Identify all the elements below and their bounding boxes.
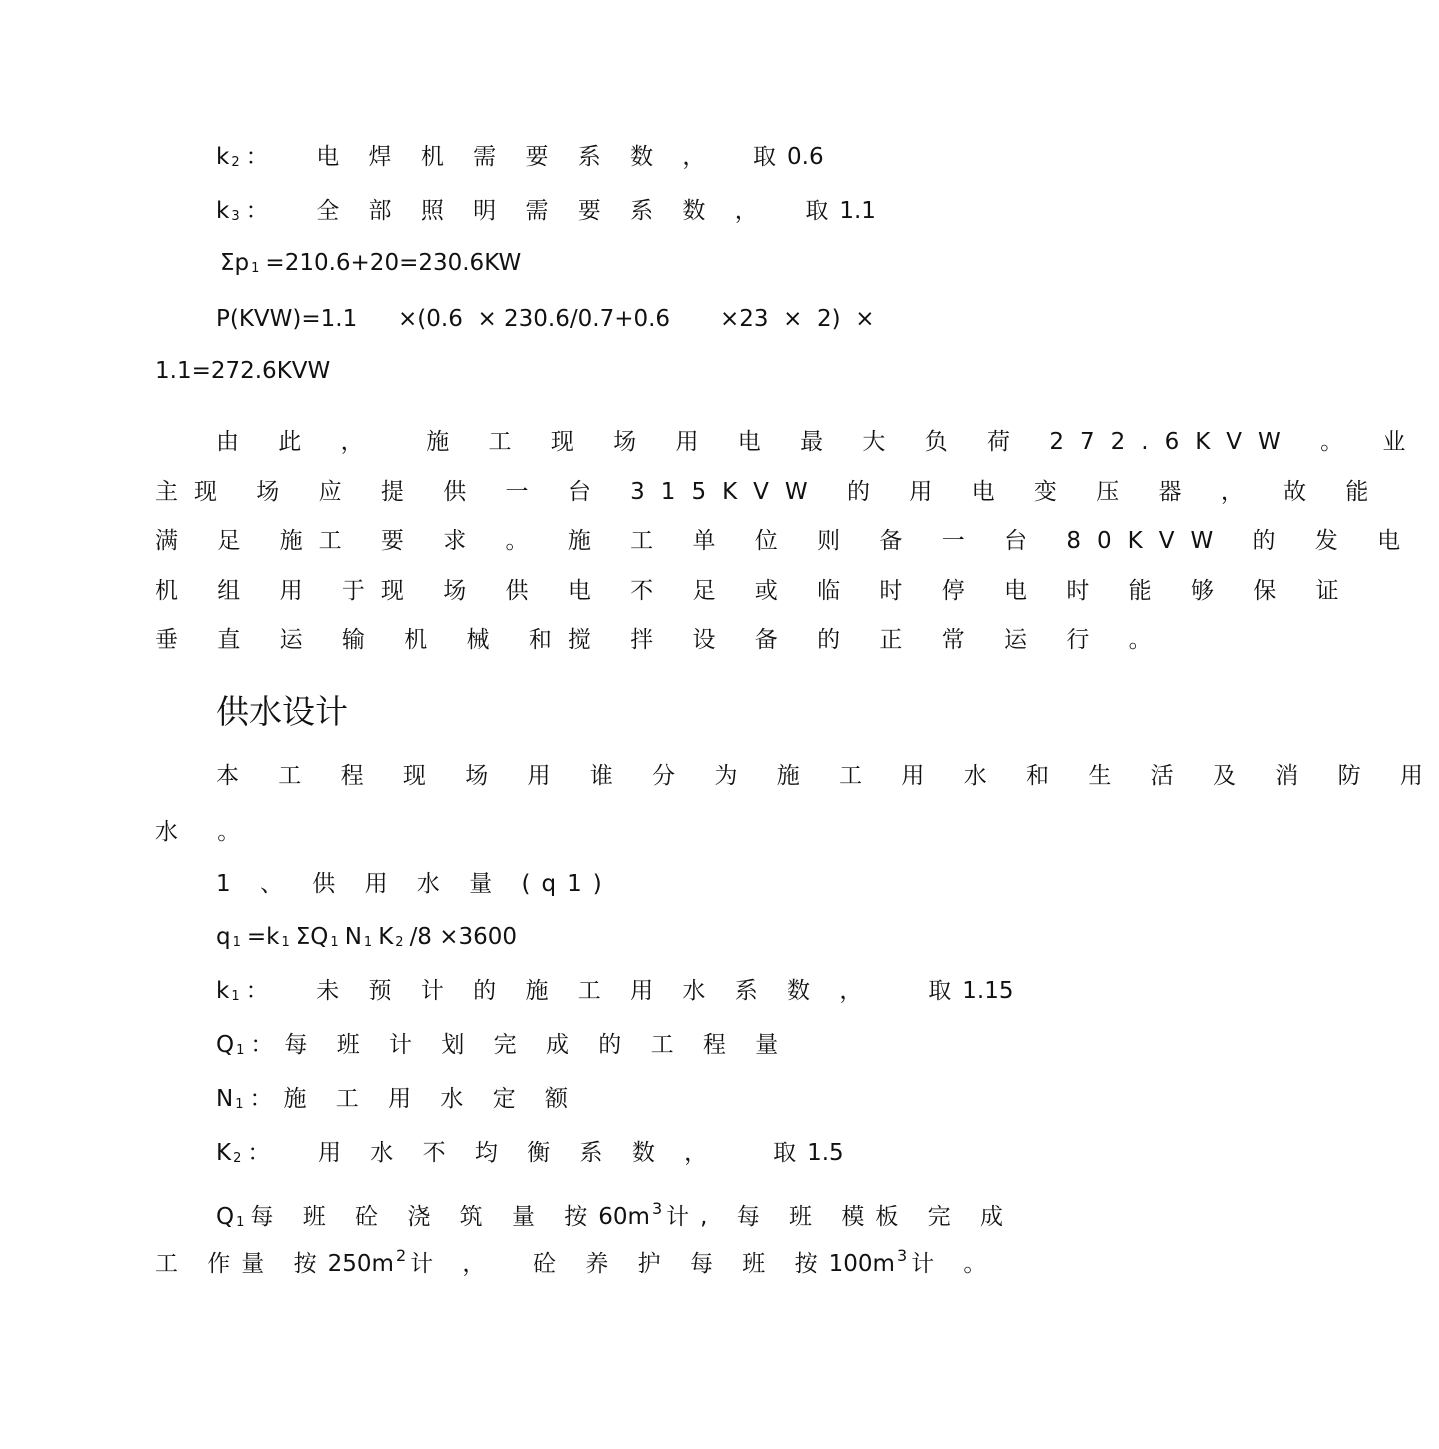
k3-symbol: k bbox=[216, 198, 230, 224]
k1-description: ： 未 预 计 的 施 工 用 水 系 数 ， 取 bbox=[245, 978, 963, 1004]
last2-value-100: 100m bbox=[828, 1251, 895, 1277]
k1-line bbox=[216, 976, 1014, 1012]
last2-value-250: 250m bbox=[327, 1251, 394, 1277]
q1-sub1: 1 bbox=[232, 935, 241, 950]
last2-sup-3: 3 bbox=[896, 1246, 908, 1265]
q1-formula bbox=[216, 922, 517, 958]
section-heading: 供水设计 bbox=[216, 692, 348, 731]
k1-subscript: 1 bbox=[231, 989, 240, 1004]
Q1-symbol: Q bbox=[216, 1032, 235, 1058]
q1-kk: K bbox=[378, 924, 394, 950]
k2-subscript: 2 bbox=[231, 155, 240, 170]
p-formula-b: ×(0.6 × 230.6/0.7+0.6 bbox=[398, 306, 671, 332]
K2-subscript: 2 bbox=[233, 1151, 242, 1166]
sum-subscript: 1 bbox=[251, 261, 260, 276]
Q1-line bbox=[216, 1030, 789, 1066]
last2-sup-2: 2 bbox=[395, 1246, 407, 1265]
N1-description: ：施 工 用 水 定 额 bbox=[249, 1086, 580, 1112]
k2-line bbox=[216, 142, 824, 178]
para1-line3: 满 足 施工 要 求 。 施 工 单 位 则 备 一 台 80KVW 的 发 电 bbox=[155, 528, 1417, 554]
para1-line1: 由 此 ， 施 工 现 场 用 电 最 大 负 荷 272.6KVW 。 业 bbox=[216, 429, 1422, 455]
k1-symbol: k bbox=[216, 978, 230, 1004]
k2-symbol: k bbox=[216, 144, 230, 170]
sum-expression: =210.6+20=230.6KW bbox=[265, 250, 522, 276]
k3-description: ： 全 部 照 明 需 要 系 数 ， 取 bbox=[245, 198, 840, 224]
para1-line4: 机 组 用 于现 场 供 电 不 足 或 临 时 停 电 时 能 够 保 证 bbox=[155, 578, 1355, 604]
p-formula-d: 1.1=272.6KVW bbox=[155, 358, 331, 384]
p-formula-a: P(KVW)=1.1 bbox=[216, 306, 358, 332]
q1-k: =k bbox=[246, 924, 280, 950]
sum-line bbox=[220, 248, 521, 284]
k2-value: 0.6 bbox=[787, 144, 824, 170]
N1-subscript: 1 bbox=[235, 1097, 244, 1112]
item-1-heading: 1 、 供 用 水 量 (q1) bbox=[216, 871, 613, 897]
last2-text-a: 工 作量 按 bbox=[155, 1251, 328, 1277]
q1-sigma-q: ΣQ bbox=[295, 924, 329, 950]
last-line-2 bbox=[155, 1246, 998, 1281]
k1-value: 1.15 bbox=[962, 978, 1014, 1004]
last-q-subscript: 1 bbox=[236, 1215, 245, 1230]
K2-value: 1.5 bbox=[807, 1140, 844, 1166]
sum-symbol: Σp bbox=[220, 250, 250, 276]
K2-description: ： 用 水 不 均 衡 系 数 ， 取 bbox=[247, 1140, 808, 1166]
k3-subscript: 3 bbox=[231, 209, 240, 224]
last2-text-c: 计 。 bbox=[911, 1251, 998, 1277]
N1-symbol: N bbox=[216, 1086, 234, 1112]
para2-line1: 本 工 程 现 场 用 谁 分 为 施 工 用 水 和 生 活 及 消 防 用 bbox=[216, 763, 1439, 789]
q1-sub4: 1 bbox=[363, 935, 373, 950]
last2-text-b: 计 ， 砼 养 护 每 班 按 bbox=[410, 1251, 829, 1277]
Q1-description: ：每 班 计 划 完 成 的 工 程 量 bbox=[250, 1032, 790, 1058]
last-sup-3: 3 bbox=[651, 1199, 663, 1218]
last-q-symbol: Q bbox=[216, 1204, 235, 1230]
q1-sub5: 2 bbox=[395, 935, 404, 950]
N1-line bbox=[216, 1084, 579, 1120]
last-text-a: 每 班 砼 浇 筑 量 按 bbox=[250, 1204, 599, 1230]
para1-line2: 主现 场 应 提 供 一 台 315KVW 的 用 电 变 压 器 ， 故 能 bbox=[155, 479, 1385, 505]
k2-description: ： 电 焊 机 需 要 系 数 ， 取 bbox=[245, 144, 788, 170]
q1-tail: /8 ×3600 bbox=[409, 924, 518, 950]
q1-q: q bbox=[216, 924, 231, 950]
k3-line bbox=[216, 196, 876, 232]
q1-sub3: 1 bbox=[330, 935, 339, 950]
K2-symbol: K bbox=[216, 1140, 232, 1166]
k3-value: 1.1 bbox=[839, 198, 876, 224]
para2-line2: 水 。 bbox=[155, 819, 257, 845]
K2-line bbox=[216, 1138, 844, 1174]
last-text-b: 计, 每 班 模板 完 成 bbox=[666, 1204, 1014, 1230]
p-formula-c: ×23 × 2) × bbox=[720, 306, 875, 332]
last-value-60: 60m bbox=[598, 1204, 650, 1230]
Q1-subscript: 1 bbox=[236, 1043, 245, 1058]
q1-n: N bbox=[344, 924, 362, 950]
q1-sub2: 1 bbox=[281, 935, 290, 950]
last-line-1 bbox=[216, 1199, 1014, 1238]
para1-line5: 垂 直 运 输 机 械 和搅 拌 设 备 的 正 常 运 行 。 bbox=[155, 627, 1168, 653]
